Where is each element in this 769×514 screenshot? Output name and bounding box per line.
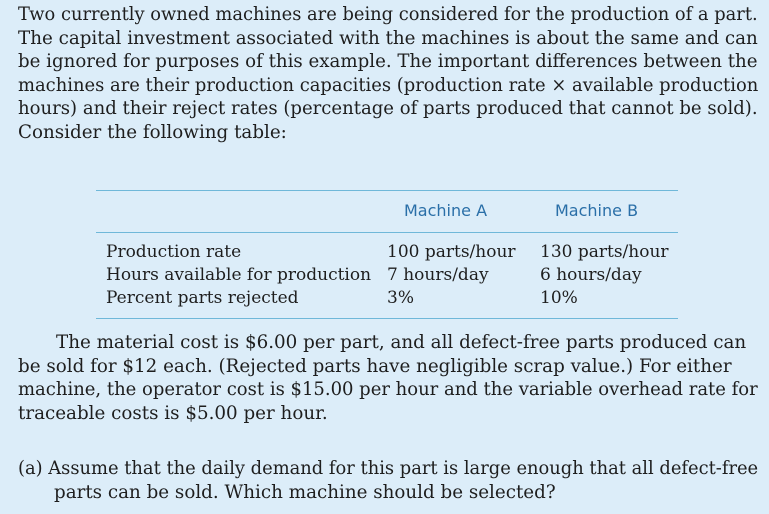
intro-paragraph (18, 3, 758, 145)
text-line: The material cost is $6.00 per part, and all defect-free parts produced can (56, 332, 747, 353)
row-label-percent-rejected: Percent parts rejected (106, 288, 299, 308)
text-line: machines are their production capacities (production rate × available production (18, 74, 759, 96)
text-line: traceable costs is $5.00 per hour. (18, 402, 328, 424)
text-line: Consider the following table: (18, 121, 287, 143)
text-line: parts can be sold. Which machine should be selected? (54, 481, 556, 503)
table-top-rule (96, 190, 678, 191)
cell-machine-b-production-rate: 130 parts/hour (540, 242, 669, 262)
table-bottom-rule (96, 318, 678, 319)
cell-machine-a-production-rate: 100 parts/hour (387, 242, 516, 262)
text-line: machine, the operator cost is $15.00 per hour and the variable overhead rate for (18, 379, 758, 401)
text-line: be sold for $12 each. (Rejected parts have negligible scrap value.) For either (18, 355, 732, 377)
column-header-machine-a: Machine A (404, 201, 488, 220)
machine-comparison-table (96, 190, 678, 320)
text-line: The capital investment associated with the machines is about the same and can (18, 27, 758, 49)
cell-machine-a-percent-rejected: 3% (387, 288, 414, 308)
text-line: Two currently owned machines are being considered for the production of a part. (18, 4, 758, 25)
text-line: (a) Assume that the daily demand for this part is large enough that all defect-free (18, 458, 759, 479)
table-header-rule (96, 232, 678, 233)
question-a (18, 457, 758, 504)
text-line: be ignored for purposes of this example. The important differences between the (18, 51, 758, 73)
cell-machine-b-percent-rejected: 10% (540, 288, 578, 308)
column-header-machine-b: Machine B (555, 201, 639, 220)
row-label-production-rate: Production rate (106, 242, 242, 262)
cell-machine-a-hours-available: 7 hours/day (387, 265, 489, 285)
row-label-hours-available: Hours available for production (106, 265, 372, 285)
text-line: hours) and their reject rates (percentage of parts produced that cannot be sold). (18, 98, 758, 120)
cell-machine-b-hours-available: 6 hours/day (540, 265, 642, 285)
cost-paragraph (18, 331, 758, 425)
